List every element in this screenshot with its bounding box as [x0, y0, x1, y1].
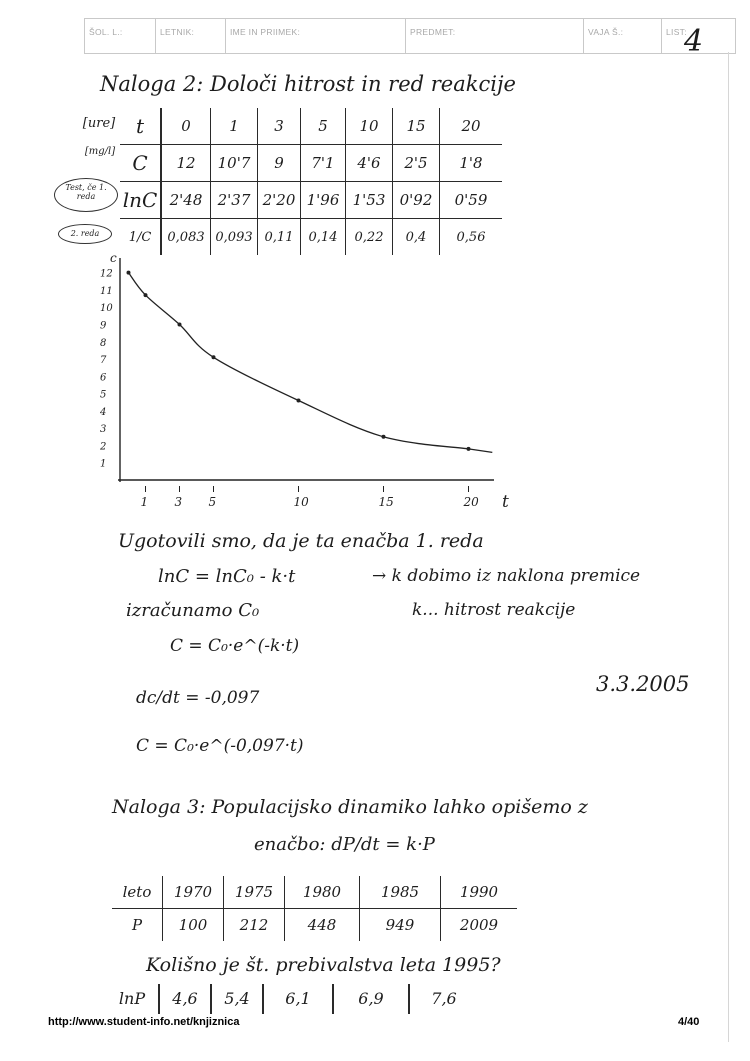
footer-url: http://www.student-info.net/knjiznica — [48, 1016, 240, 1028]
table-cell: 1980 — [285, 876, 360, 909]
y-tick-label: 10 — [100, 303, 113, 315]
table-cell: 20 — [440, 108, 503, 145]
ln-value: 5,4 — [224, 988, 250, 1008]
data-point — [212, 355, 216, 359]
ln-row — [112, 984, 472, 1014]
table-cell: 2'5 — [393, 145, 440, 182]
header-field-exercise: VAJA Š.: — [583, 19, 661, 53]
x-tick-label: 20 — [463, 495, 479, 509]
plot-curve — [129, 273, 493, 453]
table-cell: 2'37 — [211, 182, 258, 219]
table-cell: 12 — [161, 145, 211, 182]
table-cell: 15 — [393, 108, 440, 145]
table-cell: 1'8 — [440, 145, 503, 182]
header-field-sheet: LIST: — [661, 19, 735, 53]
table-cell: 0,083 — [161, 219, 211, 256]
table-cell: 1 — [211, 108, 258, 145]
separator — [210, 984, 212, 1014]
row-label: 1/C — [128, 229, 152, 245]
population-table — [112, 876, 517, 941]
y-tick-label: 12 — [100, 268, 113, 280]
conclusion-line-2: lnC = lnC₀ - k·t — [158, 566, 296, 587]
table-cell: 5 — [301, 108, 346, 145]
table-cell: 0'59 — [440, 182, 503, 219]
separator — [408, 984, 410, 1014]
header-field-school: ŠOL. L.: — [89, 27, 123, 37]
table-row — [112, 876, 517, 909]
x-tick-label: 10 — [293, 495, 309, 509]
y-tick-label: 8 — [100, 337, 107, 349]
row-label: C — [120, 145, 161, 182]
table-cell: 0,4 — [393, 219, 440, 256]
ln-value: 6,1 — [285, 988, 311, 1008]
x-tick-label: 1 — [140, 495, 149, 509]
table-cell: 10 — [346, 108, 393, 145]
header-field-subject: PREDMET: — [405, 19, 583, 53]
task3-equation: enačbo: dP/dt = k·P — [254, 834, 435, 855]
table-cell: 0 — [161, 108, 211, 145]
decay-curve — [129, 273, 493, 453]
table-cell: 1'96 — [301, 182, 346, 219]
conclusion-line-1: Ugotovili smo, da je ta enačba 1. reda — [118, 530, 484, 552]
table-cell: 9 — [258, 145, 301, 182]
table-cell: 1'53 — [346, 182, 393, 219]
x-tick-label: 15 — [378, 495, 394, 509]
data-point — [467, 447, 471, 451]
row-label: P — [131, 916, 143, 934]
note-first-order-test: Test, če 1. reda — [54, 178, 118, 212]
conclusion-line-8: C = C₀·e^(-0,097·t) — [136, 736, 304, 756]
ln-value: 7,6 — [431, 988, 457, 1008]
task3-title: Naloga 3: Populacijsko dinamiko lahko opišemo z — [112, 796, 588, 818]
note-second-order: 2. reda — [58, 224, 112, 244]
unit-concentration: [mg/l] — [84, 146, 116, 157]
table-cell: 7'1 — [301, 145, 346, 182]
row-label: lnP — [118, 988, 146, 1008]
data-point — [144, 293, 148, 297]
table-cell: 0,093 — [211, 219, 258, 256]
ln-value: 4,6 — [172, 988, 198, 1008]
data-point — [382, 435, 386, 439]
table-cell: 0,11 — [258, 219, 301, 256]
y-tick-label: 7 — [100, 355, 107, 367]
data-point — [127, 271, 131, 275]
table-cell: 1970 — [163, 876, 224, 909]
conclusion-line-7: dc/dt = -0,097 — [136, 688, 260, 708]
table-cell: 10'7 — [211, 145, 258, 182]
conclusion-line-5: izračunamo C₀ — [126, 600, 260, 621]
data-point — [178, 322, 182, 326]
conclusion-line-6: C = C₀·e^(-k·t) — [170, 636, 300, 656]
page-number: 4 — [684, 24, 704, 59]
y-tick-label: 11 — [100, 285, 113, 297]
row-label: t — [120, 108, 161, 145]
y-tick-label: 3 — [100, 424, 107, 436]
separator — [158, 984, 160, 1014]
y-axis-label: c — [110, 251, 117, 265]
table-cell: 4'6 — [346, 145, 393, 182]
y-tick-label: 4 — [100, 406, 107, 418]
separator — [332, 984, 334, 1014]
y-tick-label: 2 — [100, 441, 107, 453]
task2-title: Naloga 2: Določi hitrost in red reakcije — [100, 72, 516, 96]
task3-question: Kolišno je št. prebivalstva leta 1995? — [146, 954, 501, 976]
table-cell: 1975 — [224, 876, 285, 909]
table-cell: 1985 — [360, 876, 441, 909]
header-field-name: IME IN PRIIMEK: — [225, 19, 405, 53]
plot-points — [127, 271, 471, 451]
y-tick-label: 5 — [100, 389, 107, 401]
header-field-year: LETNIK: — [155, 19, 225, 53]
date: 3.3.2005 — [596, 672, 690, 696]
y-tick-label: 9 — [100, 320, 107, 332]
table-cell: 0,14 — [301, 219, 346, 256]
y-tick-label: 6 — [100, 372, 107, 384]
ln-value: 6,9 — [358, 988, 384, 1008]
plot-axes — [118, 258, 494, 482]
table-cell: 0'92 — [393, 182, 440, 219]
conclusion-line-3: → k dobimo iz naklona premice — [372, 566, 641, 586]
table-cell: 448 — [285, 909, 360, 942]
separator — [262, 984, 264, 1014]
table-cell: 212 — [224, 909, 285, 942]
table-row — [112, 909, 517, 942]
table-cell: 0,22 — [346, 219, 393, 256]
table-cell: 100 — [163, 909, 224, 942]
table-cell: 2'48 — [161, 182, 211, 219]
data-point — [297, 399, 301, 403]
x-tick-label: 5 — [208, 495, 217, 509]
table-cell: 1990 — [441, 876, 518, 909]
x-axis-label: t — [502, 492, 509, 512]
table-cell: 2009 — [441, 909, 518, 942]
row-label: leto — [112, 876, 163, 909]
table-cell: 0,56 — [440, 219, 503, 256]
row-label: lnC — [120, 182, 161, 219]
x-tick-label: 3 — [174, 495, 183, 509]
y-tick-label: 1 — [100, 458, 107, 470]
table-cell: 3 — [258, 108, 301, 145]
table-cell: 949 — [360, 909, 441, 942]
footer-page: 4/40 — [678, 1016, 700, 1028]
unit-hours: [ure] — [82, 116, 116, 131]
table-cell: 2'20 — [258, 182, 301, 219]
conclusion-line-4: k... hitrost reakcije — [412, 600, 576, 620]
